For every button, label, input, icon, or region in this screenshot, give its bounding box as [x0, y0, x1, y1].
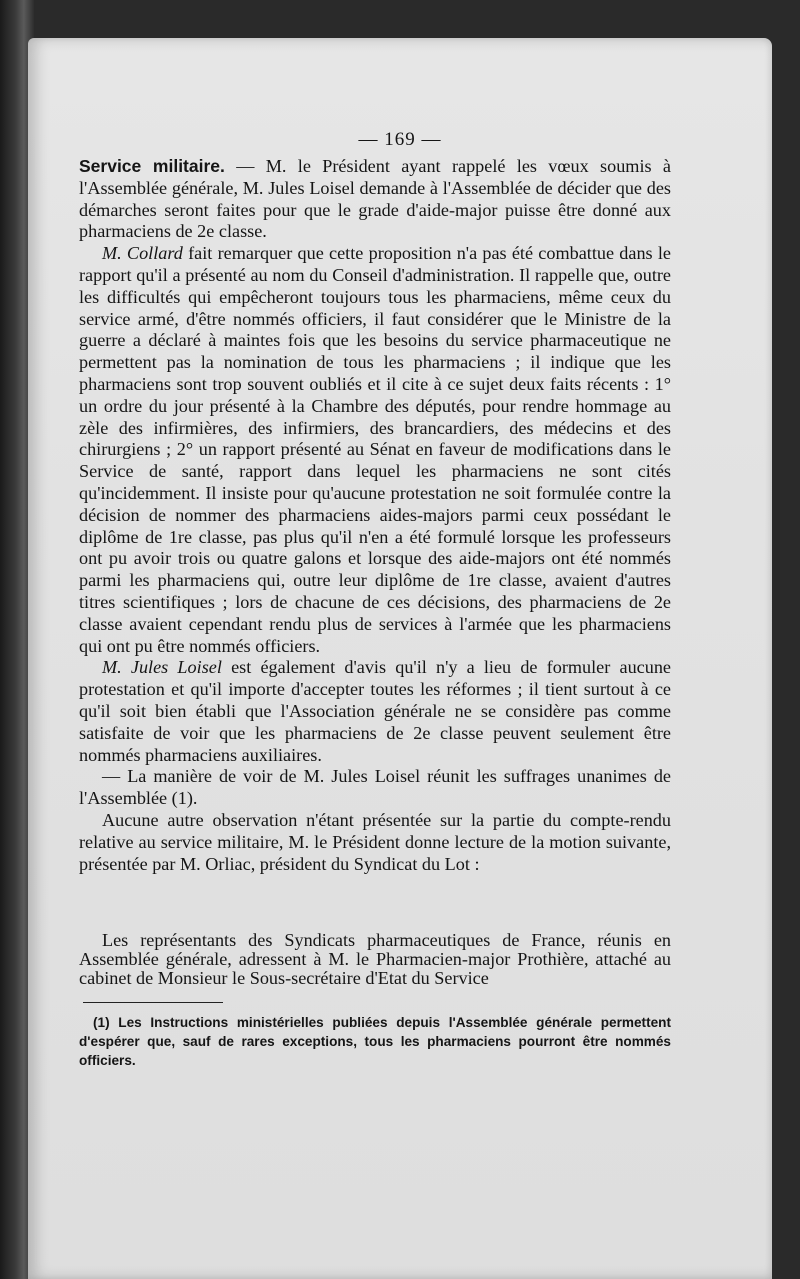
paragraph-3-text: est également d'avis qu'il n'y a lieu de formuler aucune protestation et qu'il importe d'accepter toutes les réformes ; il tient surtout à ce qu'il soit bien établi que l'Association générale ne se considère pas comme satisfaite de voir que les pharmaciens de 2e classe peuvent seulement être nommés pharmaciens auxiliaires. — [79, 657, 671, 765]
paragraph-loisel — [79, 657, 671, 766]
paragraph-service-militaire — [79, 156, 671, 243]
body-text — [79, 156, 671, 875]
paragraph-2-text: fait remarquer que cette proposition n'a pas été combattue dans le rapport qu'il a présenté au nom du Conseil d'administration. Il rappelle que, outre les difficultés qui empêcheront toujours tous les pharmaciens, même ceux du service armé, d'être nommés officiers, il faut considérer que le Ministre de la guerre a déclaré à maintes fois que les besoins du service pharmaceutique ne permettent pas la nomination de tous les pharmaciens ; il indique que les pharmaciens sont trop souvent oubliés et il cite à ce sujet deux faits récents : 1° un ordre du jour présenté à la Chambre des députés, pour rendre hommage au zèle des infirmières, des infirmiers, des brancardiers, des médecins et des chirurgiens ; 2° un rapport présenté au Sénat en faveur de modifications dans le Service de santé, rapport dans lequel les pharmaciens ne sont cités qu'incidemment. Il insiste pour qu'aucune protestation ne soit formulée contre la décision de nommer des pharmaciens aides-majors parmi ceux possédant le diplôme de 1re classe, pas plus qu'il n'en a été formulé lorsque les professeurs ont pu avoir trois ou quatre galons et lorsque des aide-majors ont été nommés parmi les pharmaciens qui, outre leur diplôme de 1re classe, avaient d'autres titres scientifiques ; lors de chacune de ces décisions, des pharmaciens de 2e classe avaient cependant rendu plus de services à l'armée que les pharmaciens qui ont pu être nommés officiers. — [79, 243, 671, 656]
paragraph-1-text: — M. le Président ayant rappelé les vœux soumis à l'Assemblée générale, M. Jules Loisel demande à l'Assemblée de décider que des démarches seront faites pour que le grade d'aide-major puisse être donné aux pharmaciens de 2e classe. — [79, 156, 671, 242]
paragraph-collard — [79, 243, 671, 657]
page-number: — 169 — — [358, 129, 442, 150]
paragraph-suffrages: — La manière de voir de M. Jules Loisel réunit les suffrages unanimes de l'Assemblée (1). — [79, 766, 671, 809]
speaker-name: M. Jules Loisel — [102, 657, 222, 678]
speaker-name: M. Collard — [102, 243, 183, 264]
section-heading: Service militaire. — [79, 156, 225, 176]
footnote-divider — [83, 1002, 223, 1003]
paragraph-motion-intro: Aucune autre observation n'étant présentée sur la partie du compte-rendu relative au service militaire, M. le Président donne lecture de la motion suivante, présentée par M. Orliac, président du Syndicat du Lot : — [79, 809, 671, 874]
book-page — [28, 38, 772, 1279]
motion-quote: Les représentants des Syndicats pharmaceutiques de France, réunis en Assemblée générale, adressent à M. le Pharmacien-major Prothière, attaché au cabinet de Monsieur le Sous-secrétaire d'Etat du Service — [79, 930, 671, 988]
footnote: (1) Les Instructions ministérielles publiées depuis l'Assemblée générale permettent d'espérer que, sauf de rares exceptions, tous les pharmaciens pourront être nommés officiers. — [79, 1015, 671, 1068]
